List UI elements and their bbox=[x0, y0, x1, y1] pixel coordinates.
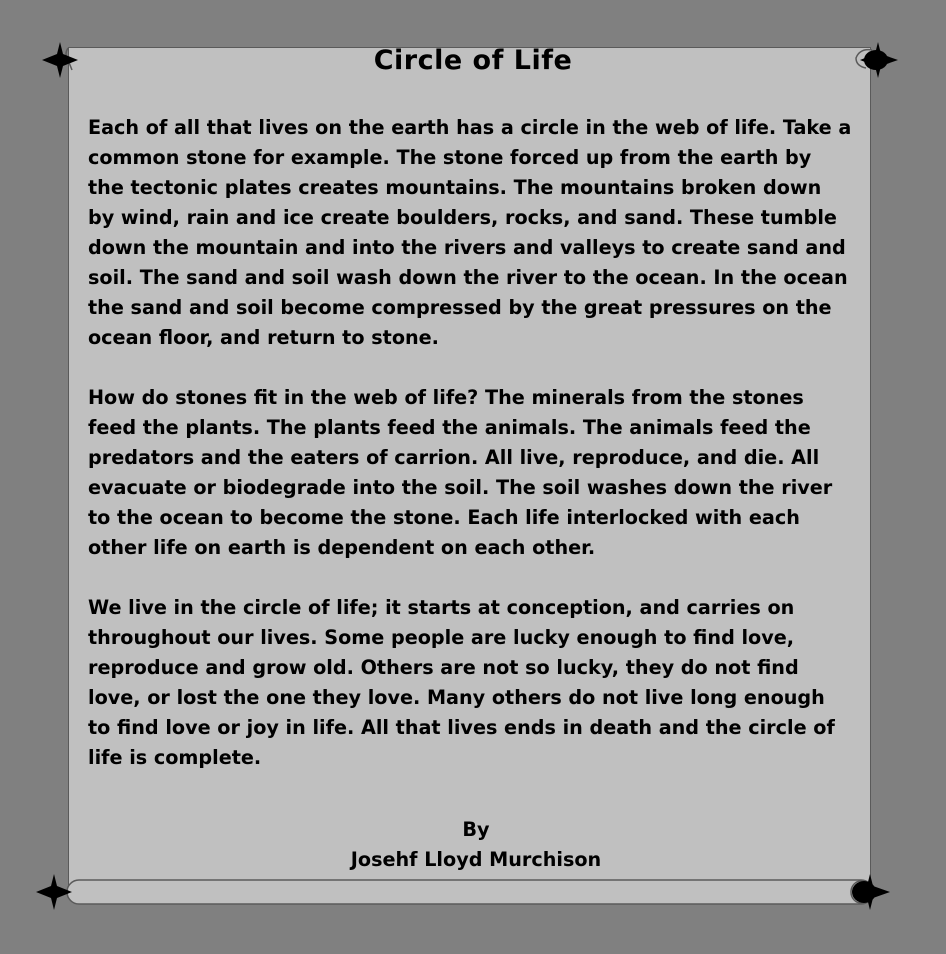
paragraph: We live in the circle of life; it starts at conception, and carries on throughout our lives. Some people are lucky enough to find love, reproduce and grow old. Others are not so lucky, they do not find love, or lost the one they love. Many others do not live long enough to find love or joy in life. All that lives ends in death and the circle of life is complete. bbox=[88, 596, 835, 769]
scroll-bottom-roll bbox=[55, 872, 887, 912]
fleur-ornament-icon bbox=[846, 872, 892, 912]
author-name: Josehf Lloyd Murchison bbox=[350, 848, 602, 871]
page-title: Circle of Life bbox=[373, 45, 573, 76]
poem-body bbox=[88, 113, 853, 803]
byline-label: By bbox=[462, 818, 490, 841]
fleur-ornament-icon bbox=[34, 872, 74, 912]
paragraph: How do stones fit in the web of life? The minerals from the stones feed the plants. The plants feed the animals. The animals feed the predators and the eaters of carrion. All live, reproduce, and die. All evacuate or biodegrade into the soil. The soil washes down the river to the ocean to become the stone. Each life interlocked with each other life on earth is dependent on each other. bbox=[88, 386, 833, 559]
paragraph: Each of all that lives on the earth has a circle in the web of life. Take a common stone for example. The stone forced up from the earth by the tectonic plates creates mountains. The mountains broken down by wind, rain and ice create boulders, rocks, and sand. These tumble down the mountain and into the rivers and valleys to create sand and soil. The sand and soil wash down the river to the ocean. In the ocean the sand and soil become compressed by the great pressures on the ocean floor, and return to stone. bbox=[88, 116, 852, 349]
byline bbox=[0, 815, 946, 875]
